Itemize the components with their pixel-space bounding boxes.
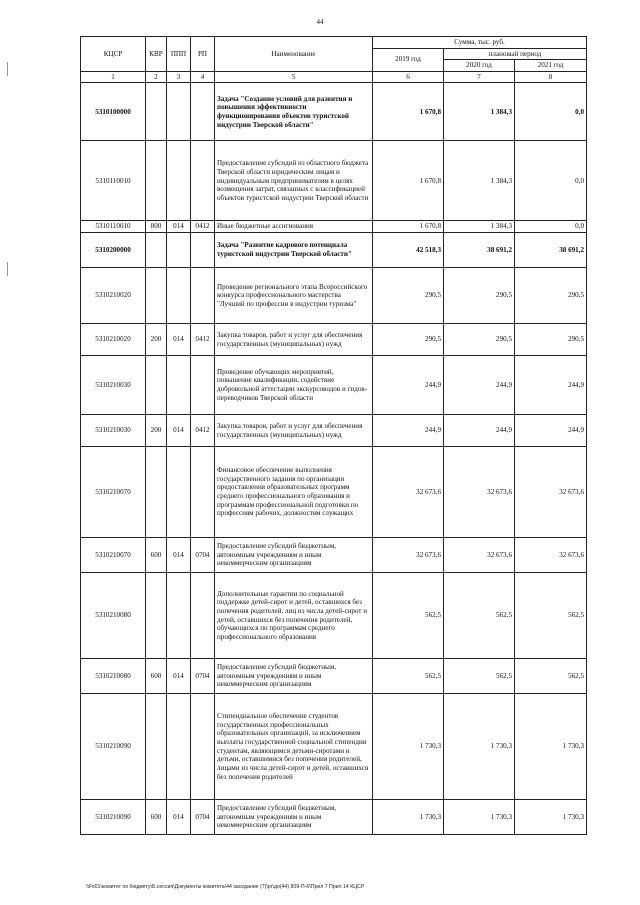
kvr-cell <box>146 268 167 324</box>
amount-2020-cell: 1 730,3 <box>444 694 515 800</box>
amount-2019-cell: 32 673,6 <box>373 538 444 573</box>
name-cell: Задача "Создание условий для развития и повышения эффективности функционирования объектов туристской индустрии Тверской области" <box>215 83 373 141</box>
column-index: 5 <box>215 71 373 83</box>
amount-2019-cell: 42 518,3 <box>373 233 444 268</box>
amount-2021-cell: 0,0 <box>515 141 587 221</box>
name-cell: Предоставление субсидий из областного бюджета Тверской области юридическим лицам и индивидуальным предпринимателям в целях возмещения затрат, связанных с классификацией объектов туристской индустрии Тверской области <box>215 141 373 221</box>
amount-2019-cell: 562,5 <box>373 573 444 659</box>
table-row <box>81 233 587 268</box>
amount-2019-cell: 1 670,8 <box>373 141 444 221</box>
amount-2019-cell: 244,9 <box>373 415 444 447</box>
amount-2019-cell: 1 730,3 <box>373 694 444 800</box>
amount-2021-cell: 290,5 <box>515 268 587 324</box>
kvr-cell: 800 <box>146 221 167 233</box>
ppp-header: ППП <box>167 37 191 72</box>
column-index: 7 <box>444 71 515 83</box>
kvr-cell <box>146 694 167 800</box>
rp-cell <box>191 268 215 324</box>
ppp-cell: 014 <box>167 800 191 835</box>
rp-cell <box>191 83 215 141</box>
amount-2019-cell: 1 670,8 <box>373 83 444 141</box>
kvr-cell: 600 <box>146 659 167 694</box>
name-cell: Финансовое обеспечение выполнения государственного задания по организации предоставления образовательных программ среднего профессионального образования и программам профессиональной подготовки по профессиям рабочих, должностям служащих <box>215 447 373 538</box>
name-header: Наименование <box>215 37 373 72</box>
amount-2021-cell: 1 730,3 <box>515 694 587 800</box>
ppp-cell <box>167 268 191 324</box>
ppp-cell: 014 <box>167 324 191 356</box>
table-row <box>81 659 587 694</box>
name-cell: Задача "Развитие кадрового потенциала туристской индустрии Тверской области" <box>215 233 373 268</box>
column-index: 4 <box>191 71 215 83</box>
rp-cell <box>191 233 215 268</box>
ppp-cell: 014 <box>167 415 191 447</box>
kvr-cell: 200 <box>146 415 167 447</box>
amount-2021-cell: 0,0 <box>515 83 587 141</box>
kcsr-cell: 5310110010 <box>81 141 146 221</box>
kcsr-cell: 5310210070 <box>81 447 146 538</box>
amount-2020-cell: 32 673,6 <box>444 447 515 538</box>
table-row <box>81 324 587 356</box>
name-cell: Проведение обучающих мероприятий, повышение квалификации, содействие добровольной аттестации экскурсоводов и гидов-переводчиков Тверской области <box>215 356 373 415</box>
kcsr-cell: 5310210070 <box>81 538 146 573</box>
amount-2021-cell: 290,5 <box>515 324 587 356</box>
name-cell: Предоставление субсидий бюджетным, автономным учреждениям и иным некоммерческим организациям <box>215 538 373 573</box>
table-row <box>81 447 587 538</box>
table-header-row <box>81 37 587 49</box>
rp-cell <box>191 573 215 659</box>
rp-cell: 0412 <box>191 324 215 356</box>
column-index: 8 <box>515 71 587 83</box>
kvr-cell: 200 <box>146 324 167 356</box>
kcsr-header: КЦСР <box>81 37 146 72</box>
column-index: 2 <box>146 71 167 83</box>
budget-table <box>80 36 587 835</box>
name-cell: Закупка товаров, работ и услуг для обеспечения государственных (муниципальных) нужд <box>215 415 373 447</box>
amount-2019-cell: 244,9 <box>373 356 444 415</box>
amount-2019-cell: 1 670,8 <box>373 221 444 233</box>
name-cell: Закупка товаров, работ и услуг для обеспечения государственных (муниципальных) нужд <box>215 324 373 356</box>
amount-2020-cell: 1 730,3 <box>444 800 515 835</box>
amount-2019-cell: 562,5 <box>373 659 444 694</box>
name-cell: Стипендиальное обеспечение студентов государственных профессиональных образовательных организаций, за исключением выплаты государственной социальной стипендии студентам, являющимся детьми-сиротами и детьми, оставшимися без попечения родителей, лицами из числа детей-сирот и детей, оставшихся без попечения родителей <box>215 694 373 800</box>
amount-2019-cell: 32 673,6 <box>373 447 444 538</box>
rp-cell <box>191 356 215 415</box>
amount-2020-cell: 244,9 <box>444 356 515 415</box>
kcsr-cell: 5310210020 <box>81 268 146 324</box>
rp-cell: 0412 <box>191 221 215 233</box>
amount-2020-cell: 1 384,3 <box>444 141 515 221</box>
amount-2020-cell: 290,5 <box>444 268 515 324</box>
column-index-row <box>81 71 587 83</box>
amount-2020-cell: 1 384,3 <box>444 83 515 141</box>
kcsr-cell: 5310210080 <box>81 573 146 659</box>
rp-cell: 0704 <box>191 800 215 835</box>
amount-2019-cell: 290,5 <box>373 268 444 324</box>
amount-2021-cell: 244,9 <box>515 356 587 415</box>
kcsr-cell: 5310100000 <box>81 83 146 141</box>
amount-2020-cell: 244,9 <box>444 415 515 447</box>
kcsr-cell: 5310210030 <box>81 415 146 447</box>
margin-mark <box>7 262 8 276</box>
ppp-cell <box>167 83 191 141</box>
year-2019-header: 2019 год <box>373 48 444 71</box>
amount-2021-cell: 0,0 <box>515 221 587 233</box>
amount-2020-cell: 562,5 <box>444 659 515 694</box>
rp-cell: 0704 <box>191 659 215 694</box>
kcsr-cell: 5310210090 <box>81 800 146 835</box>
kvr-header: КВР <box>146 37 167 72</box>
table-row <box>81 356 587 415</box>
amount-2021-cell: 32 673,6 <box>515 538 587 573</box>
ppp-cell: 014 <box>167 538 191 573</box>
kcsr-cell: 5310200000 <box>81 233 146 268</box>
rp-header: РП <box>191 37 215 72</box>
year-2021-header: 2021 год <box>515 60 587 72</box>
kvr-cell <box>146 447 167 538</box>
margin-mark <box>7 62 8 76</box>
file-path-footer: \\Fs01\комитет по бюджету\Б.сессия\Документы комитета\44 заседание (7)\рг\до(44) 809-П-6\Прил 7 Прил 14 КЦСР <box>86 884 365 890</box>
rp-cell <box>191 694 215 800</box>
amount-2020-cell: 32 673,6 <box>444 538 515 573</box>
table-row <box>81 268 587 324</box>
amount-2020-cell: 1 384,3 <box>444 221 515 233</box>
rp-cell <box>191 447 215 538</box>
ppp-cell <box>167 356 191 415</box>
ppp-cell: 014 <box>167 659 191 694</box>
kvr-cell: 600 <box>146 538 167 573</box>
amount-2021-cell: 562,5 <box>515 573 587 659</box>
table-row <box>81 415 587 447</box>
amount-2019-cell: 1 730,3 <box>373 800 444 835</box>
ppp-cell <box>167 141 191 221</box>
kvr-cell <box>146 83 167 141</box>
sum-header: Сумма, тыс. руб. <box>373 37 587 49</box>
ppp-cell <box>167 447 191 538</box>
name-cell: Проведение регионального этапа Всероссийского конкурса профессионального мастерства "Лучший по профессии в индустрии туризма" <box>215 268 373 324</box>
kvr-cell <box>146 233 167 268</box>
kcsr-cell: 5310210080 <box>81 659 146 694</box>
page-number: 44 <box>316 18 324 26</box>
amount-2019-cell: 290,5 <box>373 324 444 356</box>
column-index: 3 <box>167 71 191 83</box>
kvr-cell <box>146 573 167 659</box>
kvr-cell <box>146 356 167 415</box>
column-index: 6 <box>373 71 444 83</box>
table-row <box>81 141 587 221</box>
ppp-cell: 014 <box>167 221 191 233</box>
rp-cell <box>191 141 215 221</box>
name-cell: Иные бюджетные ассигнования <box>215 221 373 233</box>
kvr-cell <box>146 141 167 221</box>
amount-2021-cell: 38 691,2 <box>515 233 587 268</box>
amount-2020-cell: 290,5 <box>444 324 515 356</box>
name-cell: Предоставление субсидий бюджетным, автономным учреждениям и иным некоммерческим организациям <box>215 659 373 694</box>
amount-2021-cell: 562,5 <box>515 659 587 694</box>
amount-2020-cell: 38 691,2 <box>444 233 515 268</box>
table-row <box>81 538 587 573</box>
table-row <box>81 800 587 835</box>
rp-cell: 0412 <box>191 415 215 447</box>
amount-2021-cell: 1 730,3 <box>515 800 587 835</box>
ppp-cell <box>167 573 191 659</box>
table-row <box>81 694 587 800</box>
amount-2020-cell: 562,5 <box>444 573 515 659</box>
name-cell: Дополнительные гарантии по социальной поддержке детей-сирот и детей, оставшихся без попечения родителей, лиц из числа детей-сирот и детей, оставшихся без попечения родителей, обучающихся по программам среднего профессионального образования <box>215 573 373 659</box>
amount-2021-cell: 244,9 <box>515 415 587 447</box>
column-index: 1 <box>81 71 146 83</box>
year-2020-header: 2020 год <box>444 60 515 72</box>
ppp-cell <box>167 694 191 800</box>
amount-2021-cell: 32 673,6 <box>515 447 587 538</box>
kcsr-cell: 5310210030 <box>81 356 146 415</box>
kcsr-cell: 5310110010 <box>81 221 146 233</box>
table-row <box>81 83 587 141</box>
kvr-cell: 600 <box>146 800 167 835</box>
name-cell: Предоставление субсидий бюджетным, автономным учреждениям и иным некоммерческим организациям <box>215 800 373 835</box>
kcsr-cell: 5310210090 <box>81 694 146 800</box>
table-row <box>81 573 587 659</box>
table-row <box>81 221 587 233</box>
plan-period-header: плановый период <box>444 48 587 60</box>
rp-cell: 0704 <box>191 538 215 573</box>
ppp-cell <box>167 233 191 268</box>
kcsr-cell: 5310210020 <box>81 324 146 356</box>
